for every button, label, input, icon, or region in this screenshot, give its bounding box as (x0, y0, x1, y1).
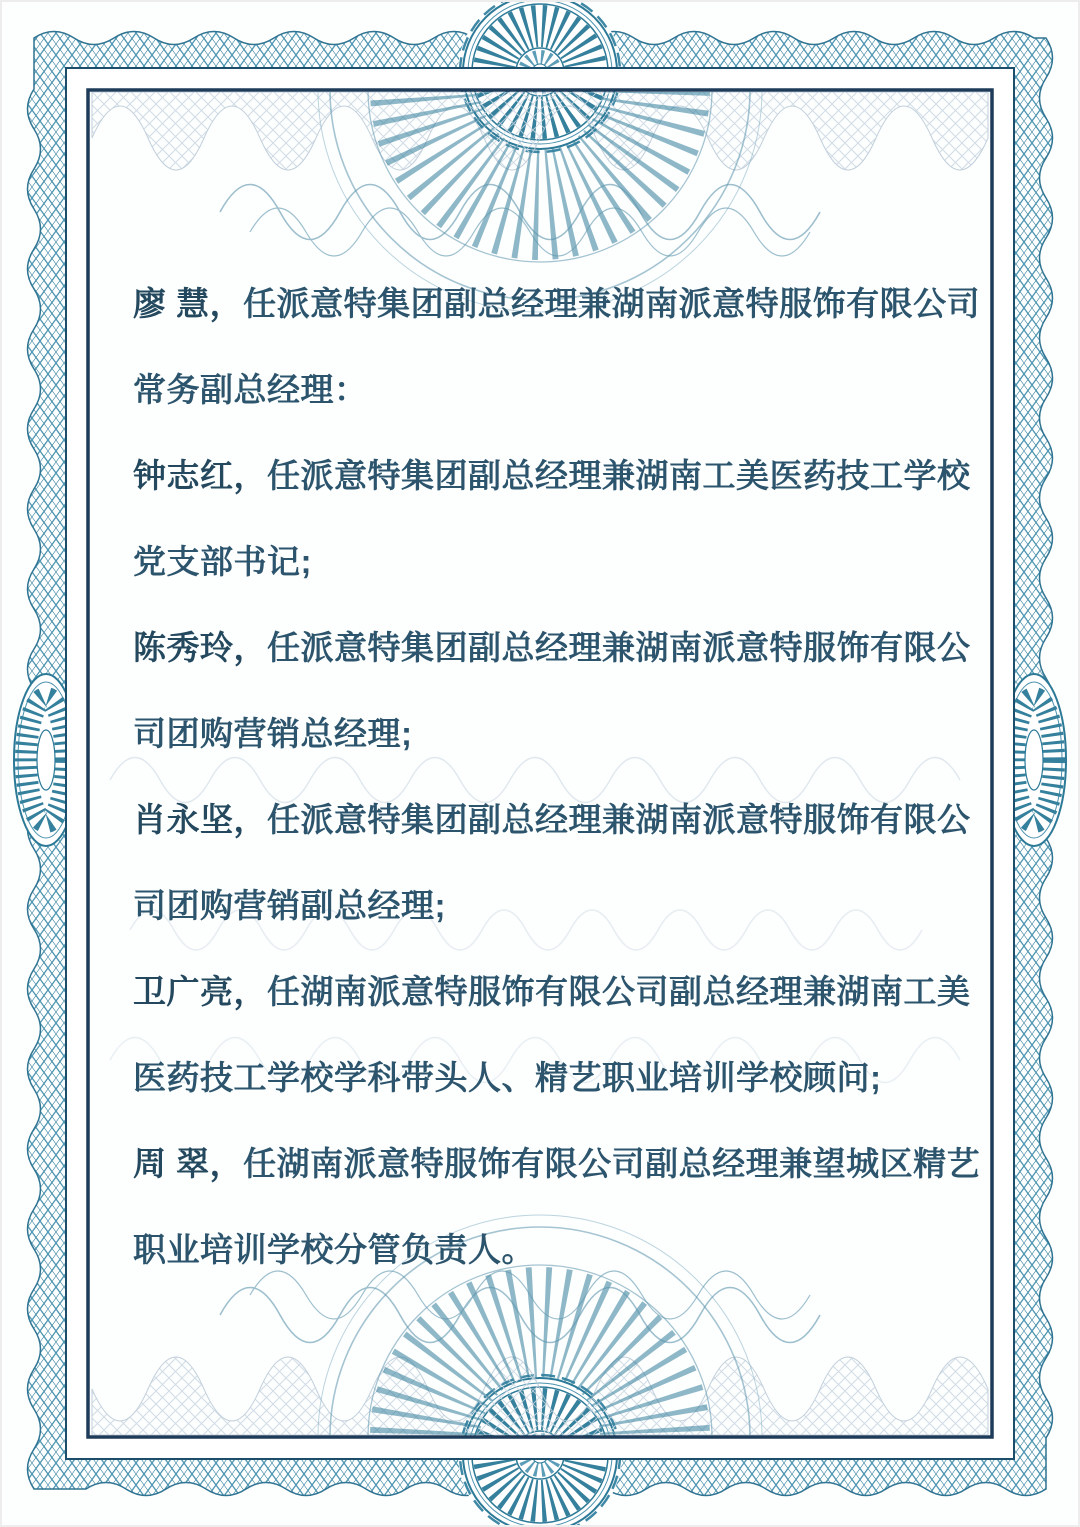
line-text: 常务副总经理： (133, 370, 368, 408)
body-line (133, 602, 978, 688)
line-text: 任派意特集团副总经理兼湖南派意特服饰有限公 (267, 628, 971, 666)
line-text: 职业培训学校分管负责人。 (133, 1230, 535, 1268)
body-line (133, 1204, 978, 1290)
line-text: 任派意特集团副总经理兼湖南工美医药技工学校 (267, 456, 971, 494)
line-text: 任派意特集团副总经理兼湖南派意特服饰有限公司 (243, 284, 981, 322)
body-line (133, 860, 978, 946)
person-name: 周 翠， (133, 1144, 244, 1182)
line-text: 司团购营销总经理; (133, 714, 413, 752)
line-text: 医药技工学校学科带头人、精艺职业培训学校顾问; (133, 1058, 882, 1096)
body-line (133, 946, 978, 1032)
body-line (133, 344, 978, 430)
line-text: 任派意特集团副总经理兼湖南派意特服饰有限公 (267, 800, 971, 838)
line-text: 党支部书记; (133, 542, 312, 580)
body-line (133, 516, 978, 602)
person-name: 肖永坚， (133, 800, 267, 838)
body-line (133, 258, 981, 344)
person-name: 卫广亮， (133, 972, 267, 1010)
line-text: 任湖南派意特服饰有限公司副总经理兼湖南工美 (267, 972, 971, 1010)
person-name: 廖 慧， (133, 284, 244, 322)
body-line (133, 688, 978, 774)
person-name: 钟志红， (133, 456, 267, 494)
line-text: 任湖南派意特服饰有限公司副总经理兼望城区精艺 (243, 1144, 981, 1182)
body-line (133, 1118, 981, 1204)
person-name: 陈秀玲， (133, 628, 267, 666)
body-line (133, 430, 978, 516)
body-line (133, 774, 978, 860)
body-text (133, 258, 981, 1290)
body-line (133, 1032, 978, 1118)
line-text: 司团购营销副总经理; (133, 886, 446, 924)
